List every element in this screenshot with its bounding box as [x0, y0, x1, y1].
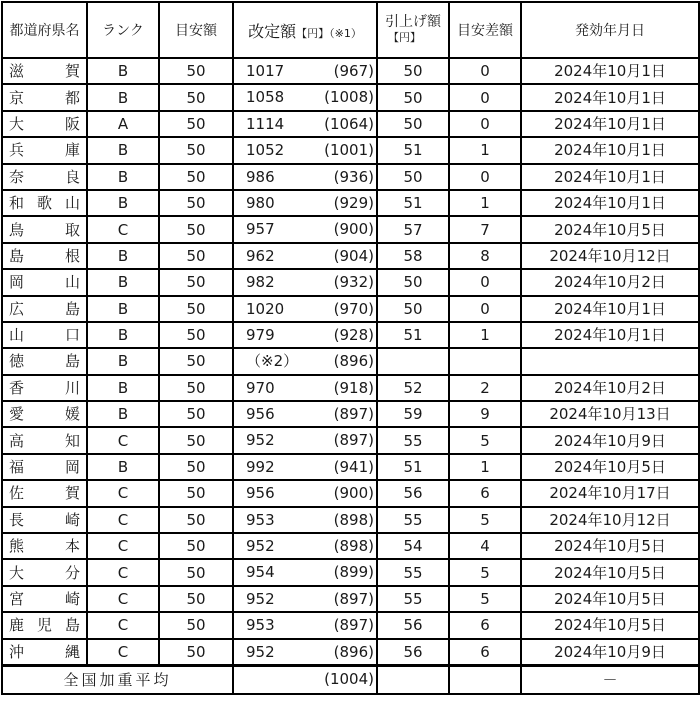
- raise-cell: 56: [377, 480, 449, 506]
- rank-cell: C: [87, 586, 159, 612]
- raise-cell: 51: [377, 190, 449, 216]
- prefecture-cell: 長 崎: [2, 507, 87, 533]
- previous-amount: (936): [333, 167, 374, 186]
- revised-amount: 952: [246, 537, 275, 556]
- previous-amount: (929): [333, 193, 374, 212]
- previous-amount: (932): [333, 273, 374, 292]
- prefecture-cell: 京 都: [2, 84, 87, 110]
- revised-cell: [233, 401, 377, 427]
- header-guideline: 目安額: [159, 2, 233, 58]
- national-average-revised: [233, 665, 377, 694]
- minimum-wage-table: [1, 1, 700, 695]
- table-row: [2, 243, 699, 269]
- revised-cell: [233, 480, 377, 506]
- diff-cell: 8: [449, 243, 521, 269]
- raise-cell: 56: [377, 612, 449, 638]
- national-average-previous: (1004): [324, 669, 374, 688]
- effective-date-cell: 2024年10月17日: [521, 480, 699, 506]
- table-row: [2, 111, 699, 137]
- header-prefecture: 都道府県名: [2, 2, 87, 58]
- previous-amount: (941): [333, 457, 374, 476]
- rank-cell: B: [87, 348, 159, 374]
- revised-cell: [233, 190, 377, 216]
- effective-date-cell: 2024年10月5日: [521, 559, 699, 585]
- diff-cell: 6: [449, 612, 521, 638]
- effective-date-cell: 2024年10月9日: [521, 427, 699, 453]
- guideline-cell: 50: [159, 375, 233, 401]
- prefecture-cell: 高 知: [2, 427, 87, 453]
- table-row: [2, 348, 699, 374]
- guideline-cell: 50: [159, 401, 233, 427]
- raise-cell: 50: [377, 164, 449, 190]
- revised-cell: [233, 137, 377, 163]
- prefecture-cell: 兵 庫: [2, 137, 87, 163]
- guideline-cell: 50: [159, 427, 233, 453]
- revised-cell: [233, 58, 377, 84]
- revised-amount: 952: [246, 589, 275, 608]
- revised-cell: [233, 243, 377, 269]
- effective-date-cell: 2024年10月1日: [521, 58, 699, 84]
- rank-cell: B: [87, 401, 159, 427]
- prefecture-cell: 福 岡: [2, 454, 87, 480]
- guideline-cell: 50: [159, 269, 233, 295]
- rank-cell: C: [87, 216, 159, 242]
- previous-amount: (897): [333, 431, 374, 450]
- prefecture-cell: 沖 縄: [2, 639, 87, 666]
- effective-date-cell: 2024年10月9日: [521, 639, 699, 666]
- effective-date-cell: 2024年10月12日: [521, 243, 699, 269]
- prefecture-cell: 宮 崎: [2, 586, 87, 612]
- revised-amount: 986: [246, 167, 275, 186]
- revised-cell: [233, 216, 377, 242]
- revised-amount: 953: [246, 510, 275, 529]
- revised-amount: 953: [246, 616, 275, 635]
- diff-cell: 0: [449, 296, 521, 322]
- guideline-cell: 50: [159, 296, 233, 322]
- guideline-cell: 50: [159, 533, 233, 559]
- table-row: [2, 454, 699, 480]
- revised-amount: 952: [246, 431, 275, 450]
- guideline-cell: 50: [159, 216, 233, 242]
- previous-amount: (898): [333, 537, 374, 556]
- guideline-cell: 50: [159, 137, 233, 163]
- revised-cell: [233, 427, 377, 453]
- previous-amount: (897): [333, 616, 374, 635]
- revised-cell: [233, 164, 377, 190]
- revised-cell: [233, 111, 377, 137]
- raise-cell: 51: [377, 137, 449, 163]
- header-raise-main: 引上げ額: [385, 14, 441, 30]
- guideline-cell: 50: [159, 559, 233, 585]
- table-row: [2, 586, 699, 612]
- table-row: [2, 401, 699, 427]
- revised-cell: [233, 507, 377, 533]
- diff-cell: 7: [449, 216, 521, 242]
- effective-date-cell: 2024年10月1日: [521, 190, 699, 216]
- rank-cell: B: [87, 137, 159, 163]
- prefecture-cell: 島 根: [2, 243, 87, 269]
- effective-date-cell: 2024年10月5日: [521, 454, 699, 480]
- revised-cell: [233, 586, 377, 612]
- revised-amount: 952: [246, 642, 275, 661]
- revised-amount: 982: [246, 273, 275, 292]
- revised-cell: [233, 296, 377, 322]
- raise-cell: 56: [377, 639, 449, 666]
- raise-cell: 55: [377, 507, 449, 533]
- table-row: [2, 84, 699, 110]
- previous-amount: (1064): [324, 114, 374, 133]
- header-revised: [233, 2, 377, 58]
- rank-cell: C: [87, 533, 159, 559]
- diff-cell: 0: [449, 58, 521, 84]
- table-row: [2, 427, 699, 453]
- guideline-cell: 50: [159, 58, 233, 84]
- raise-cell: 54: [377, 533, 449, 559]
- raise-cell: 50: [377, 296, 449, 322]
- effective-date-cell: 2024年10月5日: [521, 612, 699, 638]
- revised-amount: 992: [246, 457, 275, 476]
- effective-date-cell: 2024年10月13日: [521, 401, 699, 427]
- previous-amount: (928): [333, 325, 374, 344]
- revised-amount: 1052: [246, 141, 285, 160]
- raise-cell: 50: [377, 84, 449, 110]
- header-rank: ランク: [87, 2, 159, 58]
- revised-amount: 1020: [246, 299, 285, 318]
- rank-cell: B: [87, 322, 159, 348]
- table-row: [2, 296, 699, 322]
- guideline-cell: 50: [159, 190, 233, 216]
- revised-amount: 1017: [246, 62, 285, 80]
- revised-cell: [233, 322, 377, 348]
- diff-cell: 5: [449, 427, 521, 453]
- raise-cell: 50: [377, 58, 449, 84]
- previous-amount: (1008): [324, 88, 374, 107]
- diff-cell: 4: [449, 533, 521, 559]
- guideline-cell: 50: [159, 639, 233, 666]
- diff-cell: 0: [449, 164, 521, 190]
- revised-amount: 954: [246, 563, 275, 582]
- diff-cell: 0: [449, 269, 521, 295]
- table-row: [2, 216, 699, 242]
- raise-cell: 50: [377, 111, 449, 137]
- table-row: [2, 639, 699, 666]
- revised-amount: 979: [246, 325, 275, 344]
- prefecture-cell: 鳥 取: [2, 216, 87, 242]
- diff-cell: 1: [449, 190, 521, 216]
- diff-cell: 9: [449, 401, 521, 427]
- diff-cell: 2: [449, 375, 521, 401]
- revised-amount: （※2）: [246, 352, 299, 371]
- effective-date-cell: 2024年10月2日: [521, 269, 699, 295]
- prefecture-cell: 愛 媛: [2, 401, 87, 427]
- guideline-cell: 50: [159, 322, 233, 348]
- table-row: [2, 190, 699, 216]
- guideline-cell: 50: [159, 84, 233, 110]
- diff-cell: 0: [449, 111, 521, 137]
- national-average-label: 全国加重平均: [2, 665, 233, 694]
- prefecture-cell: 滋 賀: [2, 58, 87, 84]
- table-body: [2, 58, 699, 665]
- diff-cell: 1: [449, 137, 521, 163]
- previous-amount: (970): [333, 299, 374, 318]
- previous-amount: (899): [333, 563, 374, 582]
- effective-date-cell: [521, 348, 699, 374]
- national-average-effective: －: [521, 665, 699, 694]
- effective-date-cell: 2024年10月1日: [521, 296, 699, 322]
- header-raise: [377, 2, 449, 58]
- prefecture-cell: 香 川: [2, 375, 87, 401]
- revised-cell: [233, 559, 377, 585]
- guideline-cell: 50: [159, 480, 233, 506]
- prefecture-cell: 和歌山: [2, 190, 87, 216]
- rank-cell: B: [87, 454, 159, 480]
- revised-cell: [233, 454, 377, 480]
- previous-amount: (1001): [324, 141, 374, 160]
- header-revised-note: （※1）: [329, 26, 362, 40]
- header-row: [2, 2, 699, 58]
- previous-amount: (897): [333, 405, 374, 424]
- rank-cell: B: [87, 164, 159, 190]
- revised-amount: 956: [246, 405, 275, 424]
- revised-amount: 956: [246, 484, 275, 503]
- raise-cell: 58: [377, 243, 449, 269]
- table-row: [2, 612, 699, 638]
- effective-date-cell: 2024年10月5日: [521, 216, 699, 242]
- rank-cell: C: [87, 427, 159, 453]
- effective-date-cell: 2024年10月1日: [521, 137, 699, 163]
- revised-cell: [233, 84, 377, 110]
- guideline-cell: 50: [159, 243, 233, 269]
- prefecture-cell: 熊 本: [2, 533, 87, 559]
- prefecture-cell: 大 阪: [2, 111, 87, 137]
- prefecture-cell: 広 島: [2, 296, 87, 322]
- prefecture-cell: 鹿児島: [2, 612, 87, 638]
- effective-date-cell: 2024年10月1日: [521, 164, 699, 190]
- rank-cell: C: [87, 559, 159, 585]
- national-average-row: [2, 665, 699, 694]
- effective-date-cell: 2024年10月12日: [521, 507, 699, 533]
- revised-cell: [233, 612, 377, 638]
- previous-amount: (898): [333, 510, 374, 529]
- rank-cell: B: [87, 269, 159, 295]
- prefecture-cell: 大 分: [2, 559, 87, 585]
- previous-amount: (967): [333, 62, 374, 80]
- diff-cell: 6: [449, 480, 521, 506]
- raise-cell: 51: [377, 454, 449, 480]
- guideline-cell: 50: [159, 507, 233, 533]
- diff-cell: 6: [449, 639, 521, 666]
- raise-cell: 55: [377, 586, 449, 612]
- national-average-raise: [377, 665, 449, 694]
- table-row: [2, 322, 699, 348]
- diff-cell: 5: [449, 586, 521, 612]
- prefecture-cell: 山 口: [2, 322, 87, 348]
- diff-cell: 0: [449, 84, 521, 110]
- rank-cell: B: [87, 190, 159, 216]
- raise-cell: 57: [377, 216, 449, 242]
- rank-cell: B: [87, 375, 159, 401]
- revised-amount: 1114: [246, 114, 285, 133]
- header-revised-main: 改定額: [248, 21, 297, 41]
- table-row: [2, 480, 699, 506]
- revised-cell: [233, 375, 377, 401]
- effective-date-cell: 2024年10月5日: [521, 586, 699, 612]
- table-row: [2, 164, 699, 190]
- diff-cell: 5: [449, 559, 521, 585]
- raise-cell: 55: [377, 427, 449, 453]
- previous-amount: (896): [333, 642, 374, 661]
- header-effective: 発効年月日: [521, 2, 699, 58]
- previous-amount: (904): [333, 246, 374, 265]
- table-row: [2, 269, 699, 295]
- rank-cell: C: [87, 639, 159, 666]
- revised-amount: 1058: [246, 88, 285, 107]
- header-revised-unit: 【円】: [296, 26, 330, 40]
- effective-date-cell: 2024年10月5日: [521, 533, 699, 559]
- prefecture-cell: 岡 山: [2, 269, 87, 295]
- guideline-cell: 50: [159, 348, 233, 374]
- table-row: [2, 507, 699, 533]
- rank-cell: C: [87, 612, 159, 638]
- effective-date-cell: 2024年10月1日: [521, 111, 699, 137]
- effective-date-cell: 2024年10月1日: [521, 322, 699, 348]
- revised-cell: [233, 533, 377, 559]
- guideline-cell: 50: [159, 164, 233, 190]
- rank-cell: B: [87, 58, 159, 84]
- revised-cell: [233, 348, 377, 374]
- raise-cell: 52: [377, 375, 449, 401]
- revised-amount: 970: [246, 378, 275, 397]
- table-row: [2, 533, 699, 559]
- rank-cell: B: [87, 84, 159, 110]
- revised-amount: 962: [246, 246, 275, 265]
- table-row: [2, 559, 699, 585]
- revised-cell: [233, 269, 377, 295]
- table-row: [2, 375, 699, 401]
- prefecture-cell: 奈 良: [2, 164, 87, 190]
- prefecture-cell: 徳 島: [2, 348, 87, 374]
- revised-amount: 980: [246, 193, 275, 212]
- diff-cell: 1: [449, 322, 521, 348]
- previous-amount: (900): [333, 220, 374, 239]
- rank-cell: A: [87, 111, 159, 137]
- rank-cell: B: [87, 243, 159, 269]
- diff-cell: 5: [449, 507, 521, 533]
- revised-cell: [233, 639, 377, 666]
- rank-cell: C: [87, 480, 159, 506]
- header-diff: 目安差額: [449, 2, 521, 58]
- guideline-cell: 50: [159, 454, 233, 480]
- previous-amount: (900): [333, 484, 374, 503]
- national-average-diff: [449, 665, 521, 694]
- previous-amount: (918): [333, 378, 374, 397]
- previous-amount: (897): [333, 589, 374, 608]
- raise-cell: [377, 348, 449, 374]
- raise-cell: 59: [377, 401, 449, 427]
- table-row: [2, 137, 699, 163]
- guideline-cell: 50: [159, 612, 233, 638]
- guideline-cell: 50: [159, 111, 233, 137]
- raise-cell: 55: [377, 559, 449, 585]
- previous-amount: (896): [333, 352, 374, 371]
- raise-cell: 51: [377, 322, 449, 348]
- diff-cell: 1: [449, 454, 521, 480]
- guideline-cell: 50: [159, 586, 233, 612]
- table-row: [2, 58, 699, 84]
- header-raise-unit: 【円】: [388, 31, 421, 44]
- rank-cell: B: [87, 296, 159, 322]
- effective-date-cell: 2024年10月2日: [521, 375, 699, 401]
- prefecture-cell: 佐 賀: [2, 480, 87, 506]
- diff-cell: [449, 348, 521, 374]
- raise-cell: 50: [377, 269, 449, 295]
- effective-date-cell: 2024年10月1日: [521, 84, 699, 110]
- rank-cell: C: [87, 507, 159, 533]
- revised-amount: 957: [246, 220, 275, 239]
